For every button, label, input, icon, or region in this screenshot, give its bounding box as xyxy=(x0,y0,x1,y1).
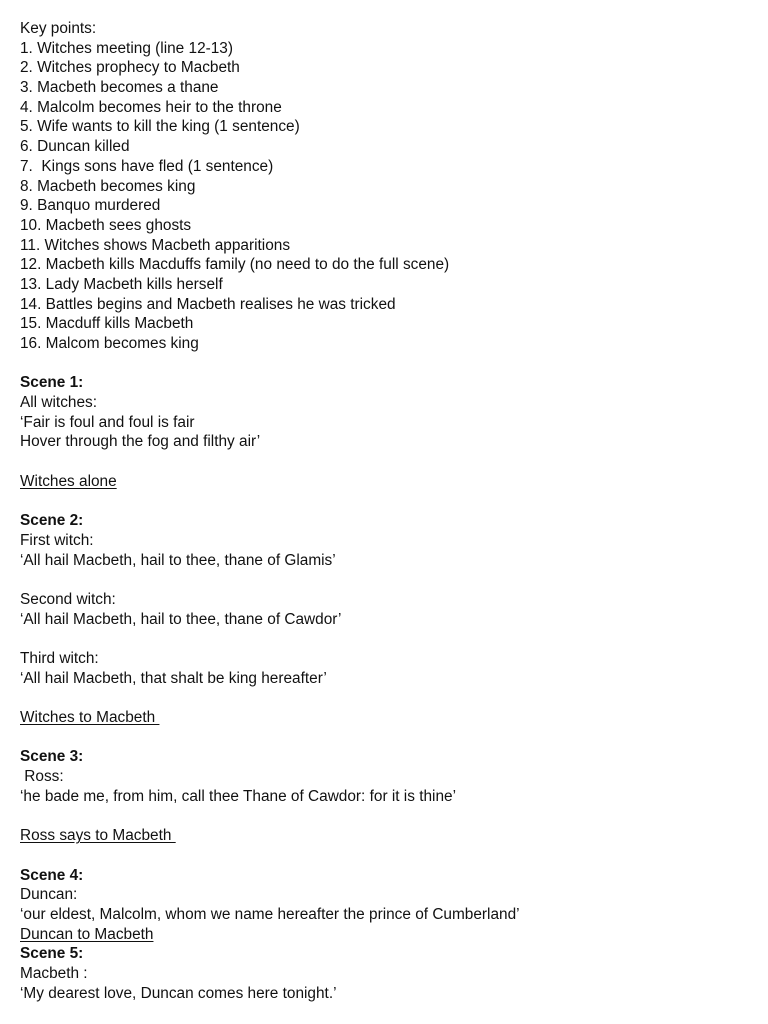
key-point-item: 3. Macbeth becomes a thane xyxy=(20,79,219,97)
spacer xyxy=(20,688,750,708)
spacer xyxy=(20,728,750,748)
scene-1-quote-line-2: Hover through the fog and filthy air’ xyxy=(20,433,261,451)
scene-2-quote-1: ‘All hail Macbeth, hail to thee, thane of Glamis’ xyxy=(20,551,336,569)
key-point-item: 12. Macbeth kills Macduffs family (no need to do the full scene) xyxy=(20,256,450,274)
key-point-item: 8. Macbeth becomes king xyxy=(20,177,196,195)
scene-1-speaker: All witches: xyxy=(20,394,97,412)
key-point-item: 5. Wife wants to kill the king (1 sentence) xyxy=(20,118,300,136)
scene-3-speaker: Ross: xyxy=(20,768,64,786)
scene-4-heading: Scene 4: xyxy=(20,866,84,884)
key-point-item: 10. Macbeth sees ghosts xyxy=(20,216,192,234)
key-point-item: 9. Banquo murdered xyxy=(20,197,161,215)
scene-3-quote: ‘he bade me, from him, call thee Thane of Cawdor: for it is thine’ xyxy=(20,787,456,805)
scene-1-note: Witches alone xyxy=(20,472,117,490)
document-page xyxy=(20,19,750,1003)
key-point-item: 6. Duncan killed xyxy=(20,138,130,156)
key-point-item: 14. Battles begins and Macbeth realises he was tricked xyxy=(20,295,396,313)
spacer xyxy=(20,846,750,866)
scene-2-speaker-2: Second witch: xyxy=(20,590,116,608)
spacer xyxy=(20,452,750,472)
key-point-item: 16. Malcom becomes king xyxy=(20,335,199,352)
scene-4-speaker: Duncan: xyxy=(20,886,78,904)
key-point-item: 15. Macduff kills Macbeth xyxy=(20,315,194,333)
scene-1-quote-line-1: ‘Fair is foul and foul is fair xyxy=(20,413,195,431)
scene-4-note: Duncan to Macbeth xyxy=(20,925,154,943)
spacer xyxy=(20,354,750,374)
key-point-item: 7. Kings sons have fled (1 sentence) xyxy=(20,157,274,175)
key-point-item: 2. Witches prophecy to Macbeth xyxy=(20,59,240,77)
scene-5-quote: ‘My dearest love, Duncan comes here tonight.’ xyxy=(20,984,337,1002)
key-point-item: 11. Witches shows Macbeth apparitions xyxy=(20,236,291,254)
scene-2-note: Witches to Macbeth xyxy=(20,709,160,727)
scene-2-speaker-1: First witch: xyxy=(20,531,94,549)
key-point-item: 4. Malcolm becomes heir to the throne xyxy=(20,98,282,116)
key-point-item: 1. Witches meeting (line 12-13) xyxy=(20,39,233,57)
key-point-item: 13. Lady Macbeth kills herself xyxy=(20,275,223,293)
spacer xyxy=(20,807,750,827)
scene-2-quote-3: ‘All hail Macbeth, that shalt be king hereafter’ xyxy=(20,669,327,687)
scene-5-speaker: Macbeth : xyxy=(20,965,88,982)
key-points-list xyxy=(20,39,750,354)
spacer xyxy=(20,629,750,649)
key-points-heading: Key points: xyxy=(20,20,97,37)
scene-3-heading: Scene 3: xyxy=(20,748,84,766)
scene-4-quote: ‘our eldest, Malcolm, whom we name hereafter the prince of Cumberland’ xyxy=(20,905,520,923)
scene-3-note: Ross says to Macbeth xyxy=(20,827,176,845)
scene-1-heading: Scene 1: xyxy=(20,374,84,392)
scene-2-speaker-3: Third witch: xyxy=(20,650,99,667)
spacer xyxy=(20,570,750,590)
scene-2-quote-2: ‘All hail Macbeth, hail to thee, thane of Cawdor’ xyxy=(20,610,342,628)
scene-2-heading: Scene 2: xyxy=(20,512,84,530)
spacer xyxy=(20,492,750,512)
scene-5-heading: Scene 5: xyxy=(20,945,84,963)
